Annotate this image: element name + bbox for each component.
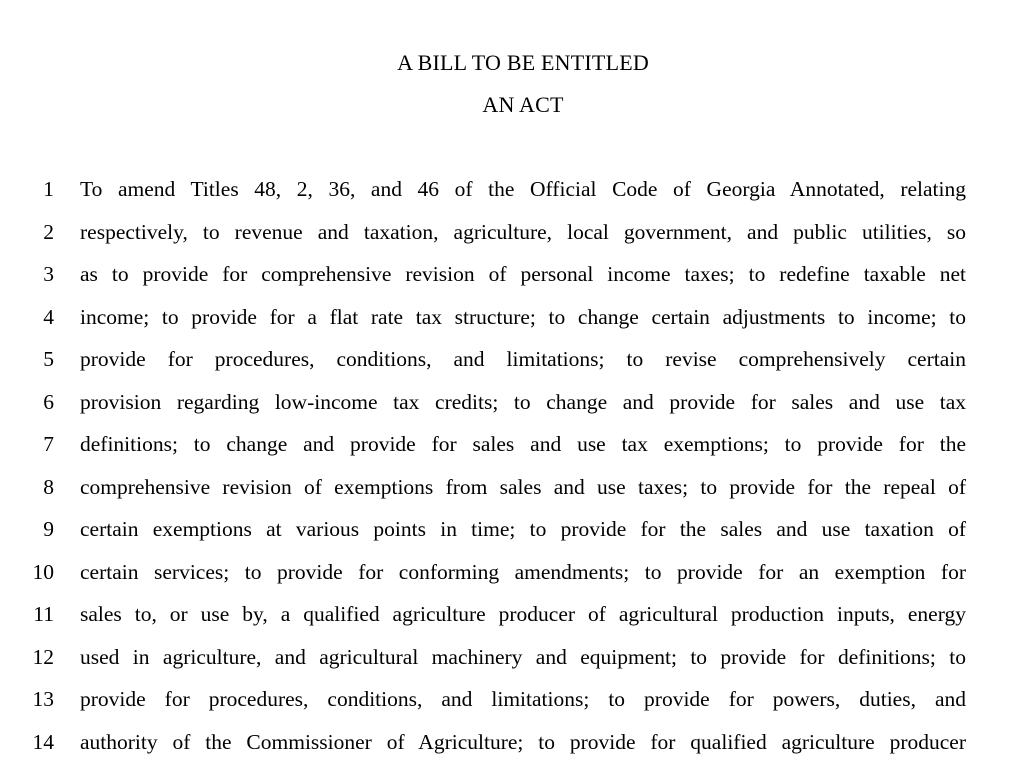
line-text: definitions; to change and provide for sales and use tax exemptions; to provide for the <box>80 431 966 457</box>
line-number: 2 <box>20 219 54 245</box>
numbered-lines <box>0 176 1024 771</box>
text-line <box>0 389 1024 432</box>
line-number: 1 <box>20 176 54 202</box>
bill-title: A BILL TO BE ENTITLED <box>0 50 1024 76</box>
text-line <box>0 686 1024 729</box>
line-text: used in agriculture, and agricultural machinery and equipment; to provide for definitions; to <box>80 644 966 670</box>
text-line <box>0 729 1024 771</box>
text-line <box>0 176 1024 219</box>
text-line <box>0 431 1024 474</box>
act-title: AN ACT <box>0 92 1024 118</box>
text-line <box>0 601 1024 644</box>
line-number: 12 <box>20 644 54 670</box>
line-text: respectively, to revenue and taxation, agriculture, local government, and public utilities, so <box>80 219 966 245</box>
line-number: 6 <box>20 389 54 415</box>
line-number: 7 <box>20 431 54 457</box>
text-line <box>0 644 1024 687</box>
line-text: provide for procedures, conditions, and limitations; to revise comprehensively certain <box>80 346 966 372</box>
line-number: 11 <box>20 601 54 627</box>
line-number: 13 <box>20 686 54 712</box>
text-line <box>0 516 1024 559</box>
line-number: 10 <box>20 559 54 585</box>
line-number: 8 <box>20 474 54 500</box>
text-line <box>0 474 1024 517</box>
text-line <box>0 219 1024 262</box>
line-text: authority of the Commissioner of Agriculture; to provide for qualified agriculture producer <box>80 729 966 755</box>
line-number: 3 <box>20 261 54 287</box>
line-number: 4 <box>20 304 54 330</box>
text-line <box>0 346 1024 389</box>
line-number: 14 <box>20 729 54 755</box>
line-text: sales to, or use by, a qualified agriculture producer of agricultural production inputs, energy <box>80 601 966 627</box>
text-line <box>0 261 1024 304</box>
line-text: provide for procedures, conditions, and limitations; to provide for powers, duties, and <box>80 686 966 712</box>
line-text: income; to provide for a flat rate tax structure; to change certain adjustments to income; to <box>80 304 966 330</box>
line-text: certain exemptions at various points in time; to provide for the sales and use taxation of <box>80 516 966 542</box>
line-text: comprehensive revision of exemptions from sales and use taxes; to provide for the repeal of <box>80 474 966 500</box>
line-text: certain services; to provide for conforming amendments; to provide for an exemption for <box>80 559 966 585</box>
text-line <box>0 304 1024 347</box>
line-text: To amend Titles 48, 2, 36, and 46 of the Official Code of Georgia Annotated, relating <box>80 176 966 202</box>
line-text: provision regarding low-income tax credits; to change and provide for sales and use tax <box>80 389 966 415</box>
line-text: as to provide for comprehensive revision of personal income taxes; to redefine taxable net <box>80 261 966 287</box>
line-number: 5 <box>20 346 54 372</box>
text-line <box>0 559 1024 602</box>
line-number: 9 <box>20 516 54 542</box>
